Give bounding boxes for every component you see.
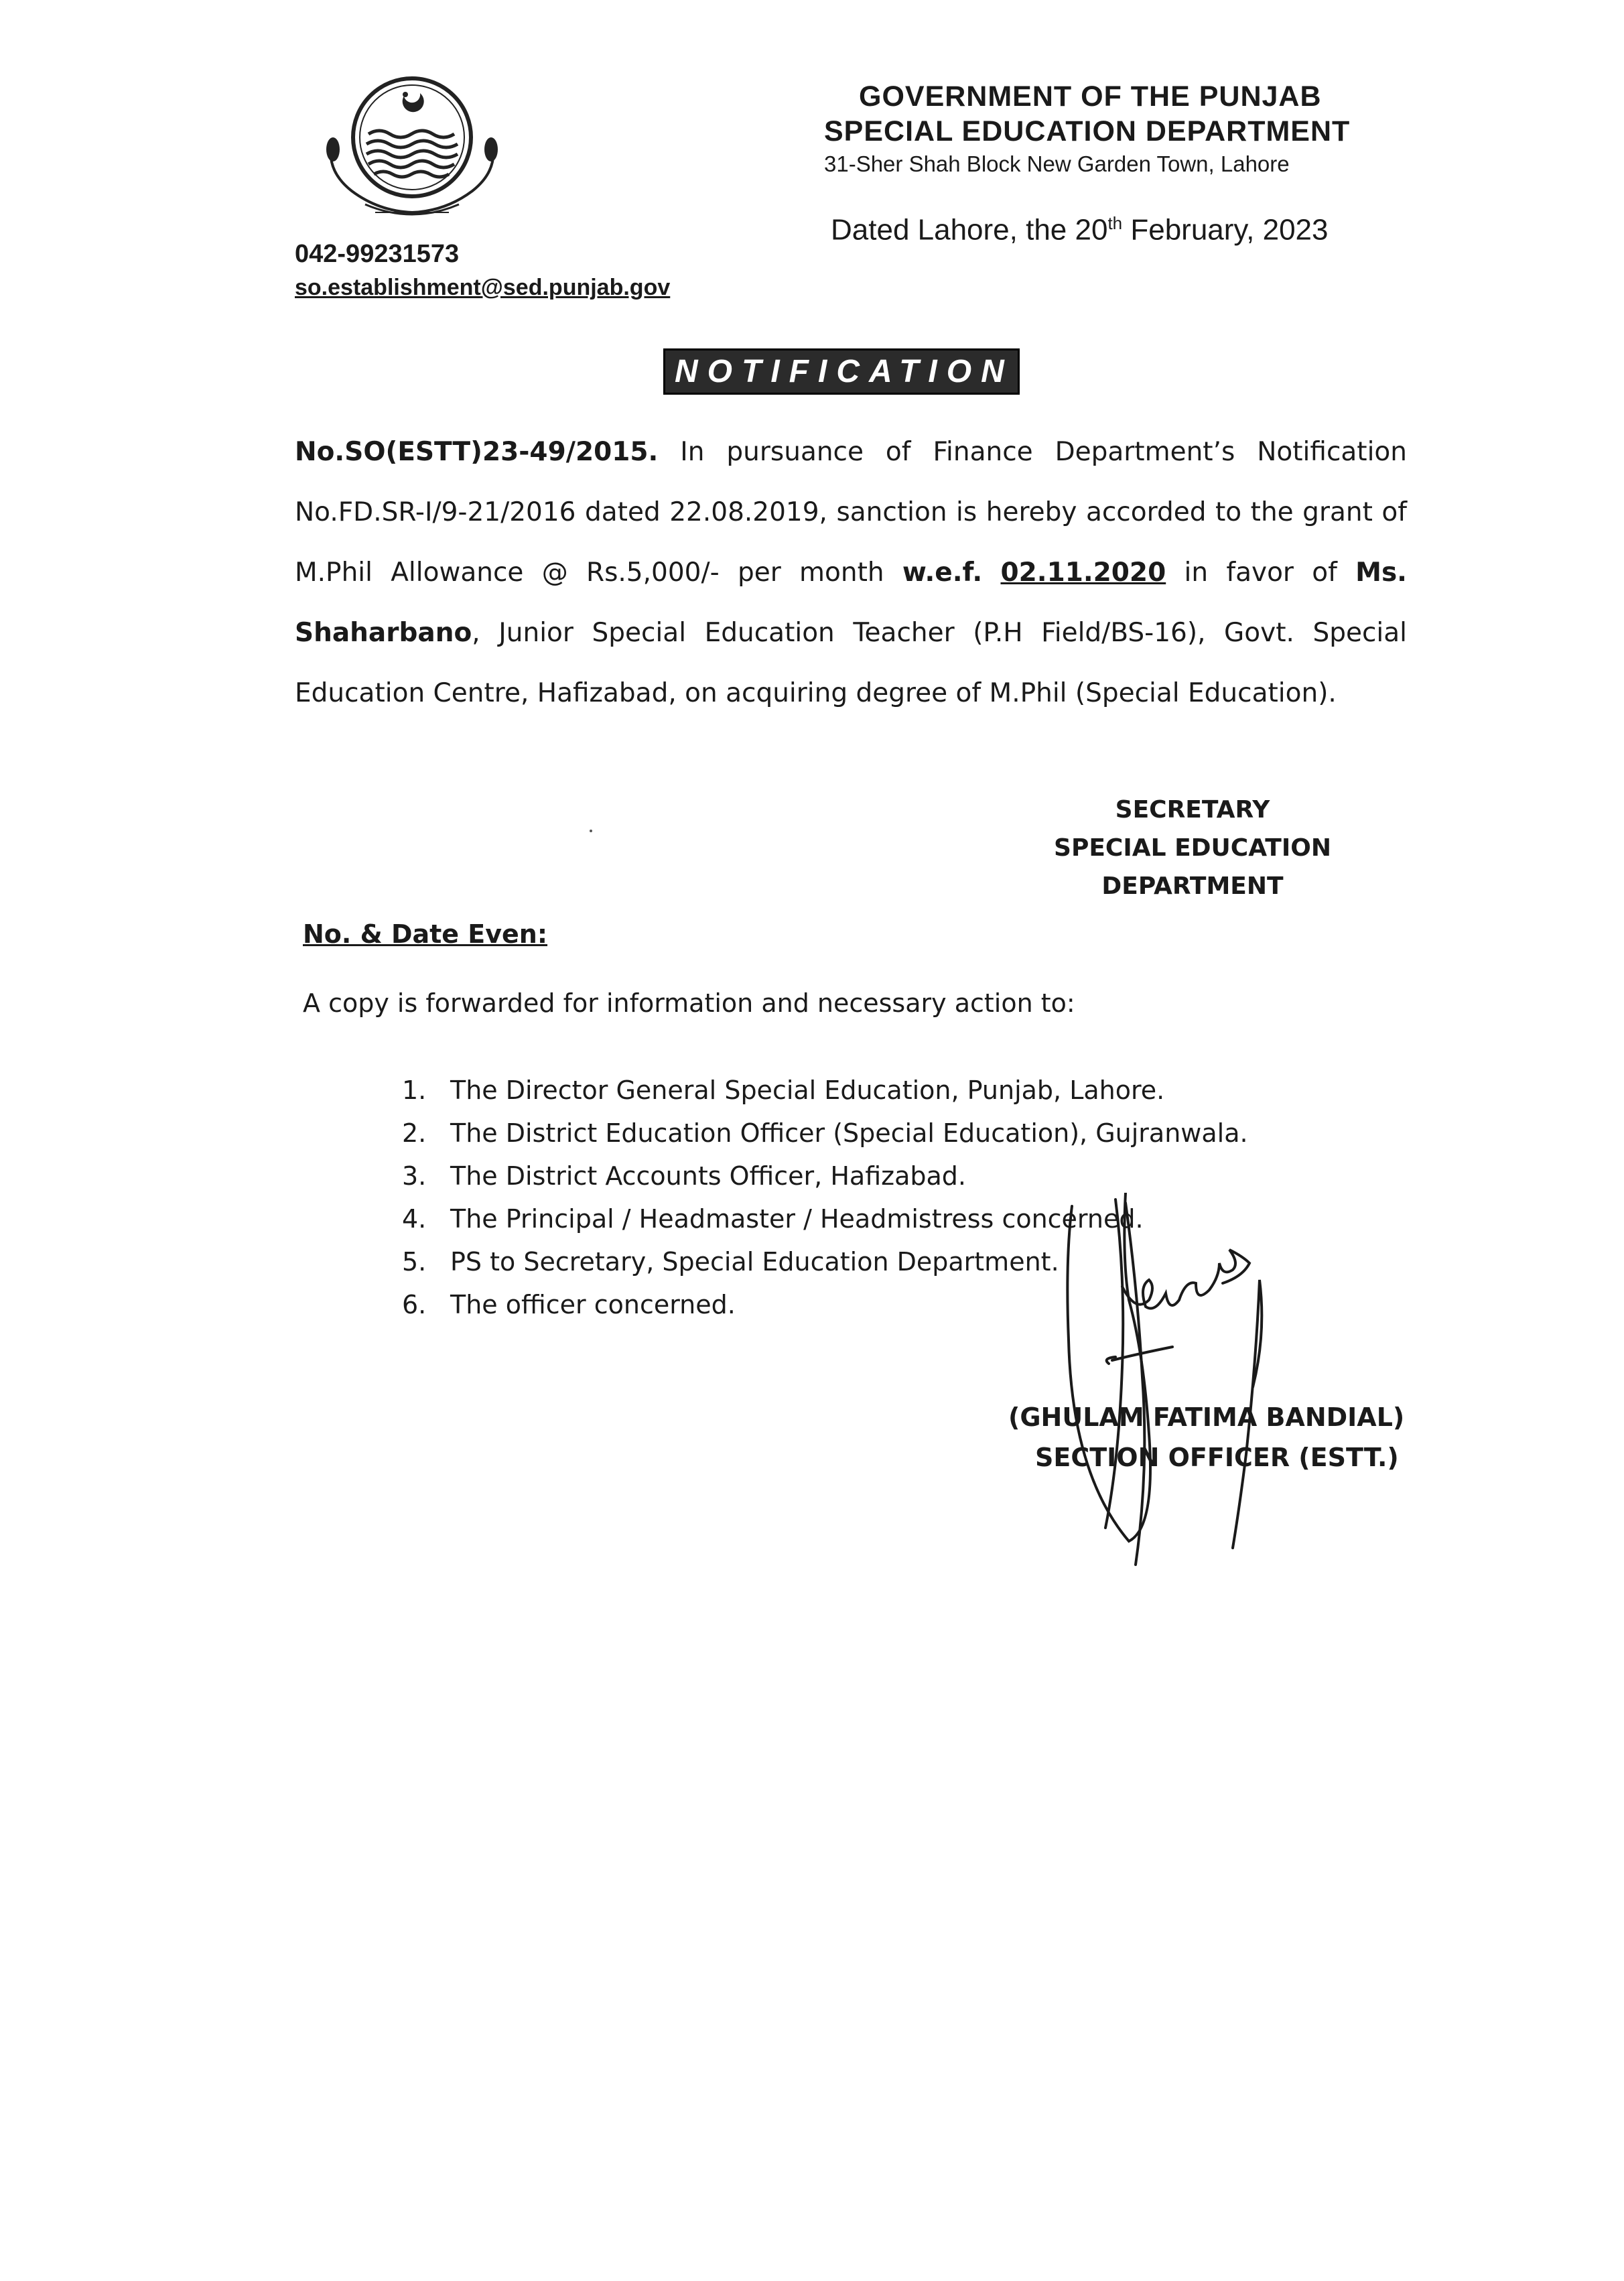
email-address: so.establishment@sed.punjab.gov bbox=[295, 275, 671, 300]
list-number: 2. bbox=[402, 1118, 427, 1148]
wef-label: w.e.f. bbox=[902, 558, 983, 588]
list-item bbox=[402, 1069, 1248, 1112]
notification-body bbox=[295, 422, 1407, 724]
letterhead bbox=[824, 79, 1427, 180]
list-number: 4. bbox=[402, 1204, 427, 1234]
officer-name: (GHULAM FATIMA BANDIAL) bbox=[1008, 1403, 1405, 1432]
officer-designation: SECTION OFFICER (ESTT.) bbox=[1035, 1443, 1399, 1472]
body-text-2: in favor of bbox=[1166, 558, 1356, 588]
list-text: The District Education Officer (Special Education), Gujranwala. bbox=[450, 1118, 1248, 1148]
government-name: GOVERNMENT OF THE PUNJAB bbox=[859, 80, 1322, 113]
list-text: PS to Secretary, Special Education Department. bbox=[450, 1247, 1059, 1277]
handwritten-signature bbox=[992, 1193, 1340, 1595]
list-number: 6. bbox=[402, 1290, 427, 1319]
body-text-1: In pursuance of Finance Department’s Notification No.FD.SR-I/9-21/2016 dated 22.08.2019, sanction is hereby accorded to the grant of M.Phil Allowance @ Rs.5,000/- per month bbox=[295, 437, 1407, 588]
forward-text: A copy is forwarded for information and necessary action to: bbox=[303, 988, 1075, 1018]
scan-speck bbox=[590, 830, 592, 832]
body-text-3: , Junior Special Education Teacher (P.H Field/BS-16), Govt. Special Education Centre, Hafizabad, on acquiring degree of M.Phil (Special Education). bbox=[295, 618, 1407, 708]
date-suffix: February, 2023 bbox=[1122, 213, 1329, 247]
list-text: The Director General Special Education, Punjab, Lahore. bbox=[450, 1076, 1165, 1105]
date-prefix: Dated Lahore, the 20 bbox=[831, 213, 1108, 247]
department-name: SPECIAL EDUCATION DEPARTMENT bbox=[824, 115, 1351, 147]
list-number: 1. bbox=[402, 1076, 427, 1105]
secretary-line2: SPECIAL EDUCATION bbox=[1054, 834, 1331, 862]
list-item bbox=[402, 1112, 1248, 1155]
list-text: The Principal / Headmaster / Headmistress concerned. bbox=[450, 1204, 1144, 1234]
list-number: 3. bbox=[402, 1161, 427, 1191]
date-sup: th bbox=[1107, 213, 1123, 233]
list-item bbox=[402, 1155, 1248, 1197]
no-date-even: No. & Date Even: bbox=[303, 919, 548, 949]
phone-number: 042-99231573 bbox=[295, 240, 460, 268]
list-text: The District Accounts Officer, Hafizabad. bbox=[450, 1161, 966, 1191]
notification-title: NOTIFICATION bbox=[663, 348, 1020, 395]
department-address: 31-Sher Shah Block New Garden Town, Lahore bbox=[824, 151, 1290, 176]
punjab-government-emblem-icon bbox=[305, 70, 519, 231]
secretary-block bbox=[1045, 791, 1340, 905]
list-text: The officer concerned. bbox=[450, 1290, 736, 1319]
list-number: 5. bbox=[402, 1247, 427, 1277]
wef-date: 02.11.2020 bbox=[1000, 558, 1166, 588]
employee-name: Ms. Shaharbano bbox=[295, 558, 1407, 648]
document-date bbox=[831, 213, 1328, 247]
reference-number: No.SO(ESTT)23-49/2015. bbox=[295, 437, 659, 467]
secretary-line3: DEPARTMENT bbox=[1101, 872, 1284, 900]
secretary-line1: SECRETARY bbox=[1115, 796, 1270, 824]
